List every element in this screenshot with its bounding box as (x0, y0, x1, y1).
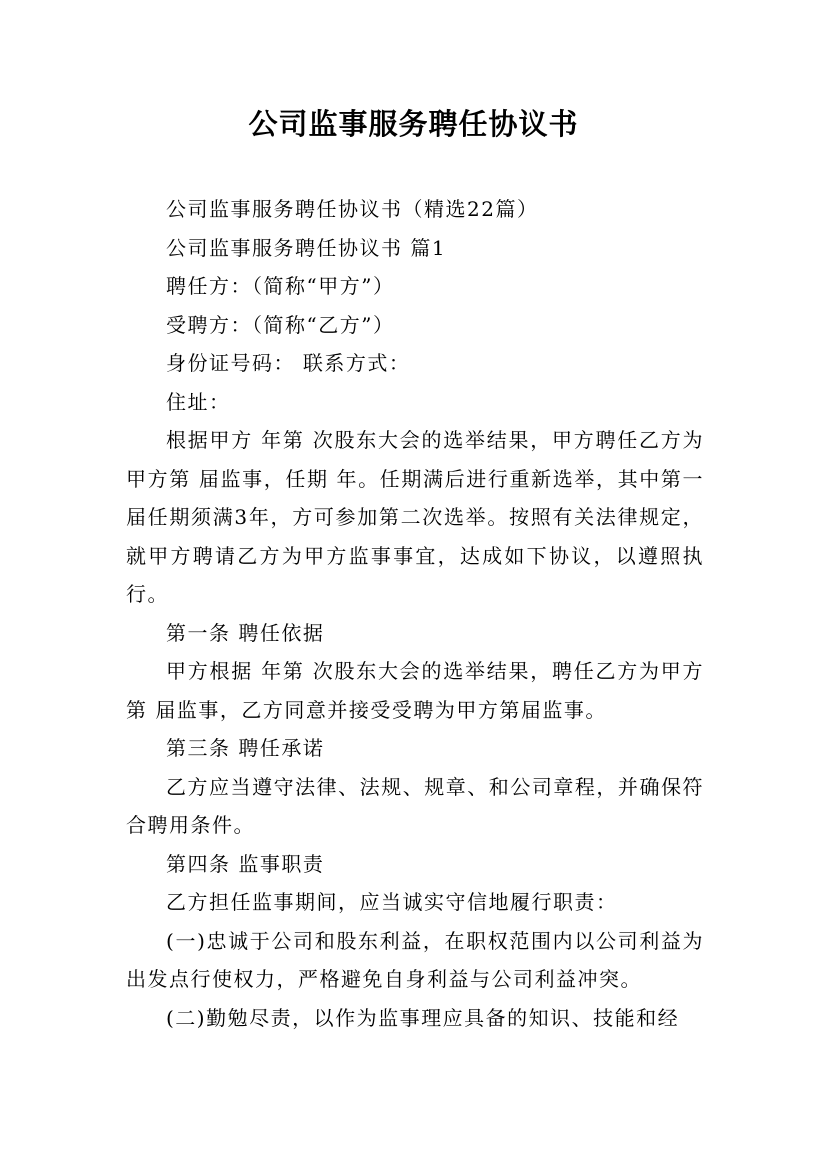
document-title: 公司监事服务聘任协议书 (248, 107, 579, 141)
paragraph-section-heading: 公司监事服务聘任协议书 篇1 (166, 235, 447, 260)
paragraph-preamble: 根据甲方 年第 次股东大会的选举结果，甲方聘任乙方为甲方第 届监事，任期 年。任期满后进行重新选举，其中第一届任期须满3年，方可参加第二次选举。按照有关法律规定，就甲方聘请乙方为甲方监事事宜，达成如下协议，以遵照执行。 (126, 428, 704, 606)
paragraph-article-4-item-1: (一)忠诚于公司和股东利益，在职权范围内以公司利益为出发点行使权力，严格避免自身利益与公司利益冲突。 (126, 928, 704, 991)
paragraph-article-4-item-2: (二)勤勉尽责，以作为监事理应具备的知识、技能和经 (166, 1005, 680, 1030)
paragraph-article-1-heading: 第一条 聘任依据 (166, 620, 325, 645)
paragraph-article-4-heading: 第四条 监事职责 (166, 851, 325, 876)
paragraph-address: 住址： (166, 389, 231, 414)
paragraph-subtitle: 公司监事服务聘任协议书（精选22篇） (166, 197, 539, 221)
paragraph-article-3-heading: 第三条 聘任承诺 (166, 736, 325, 760)
paragraph-id-contact: 身份证号码： 联系方式： (166, 351, 411, 375)
document-body (126, 190, 704, 1037)
paragraph-employer: 聘任方：（简称“甲方”） (166, 274, 395, 298)
paragraph-article-4-intro: 乙方担任监事期间，应当诚实守信地履行职责： (166, 890, 618, 914)
paragraph-article-1-body: 甲方根据 年第 次股东大会的选举结果，聘任乙方为甲方第 届监事，乙方同意并接受受聘为甲方第届监事。 (126, 659, 704, 722)
paragraph-article-3-body: 乙方应当遵守法律、法规、规章、和公司章程，并确保符合聘用条件。 (126, 774, 704, 837)
paragraph-employee: 受聘方：（简称“乙方”） (166, 312, 395, 337)
